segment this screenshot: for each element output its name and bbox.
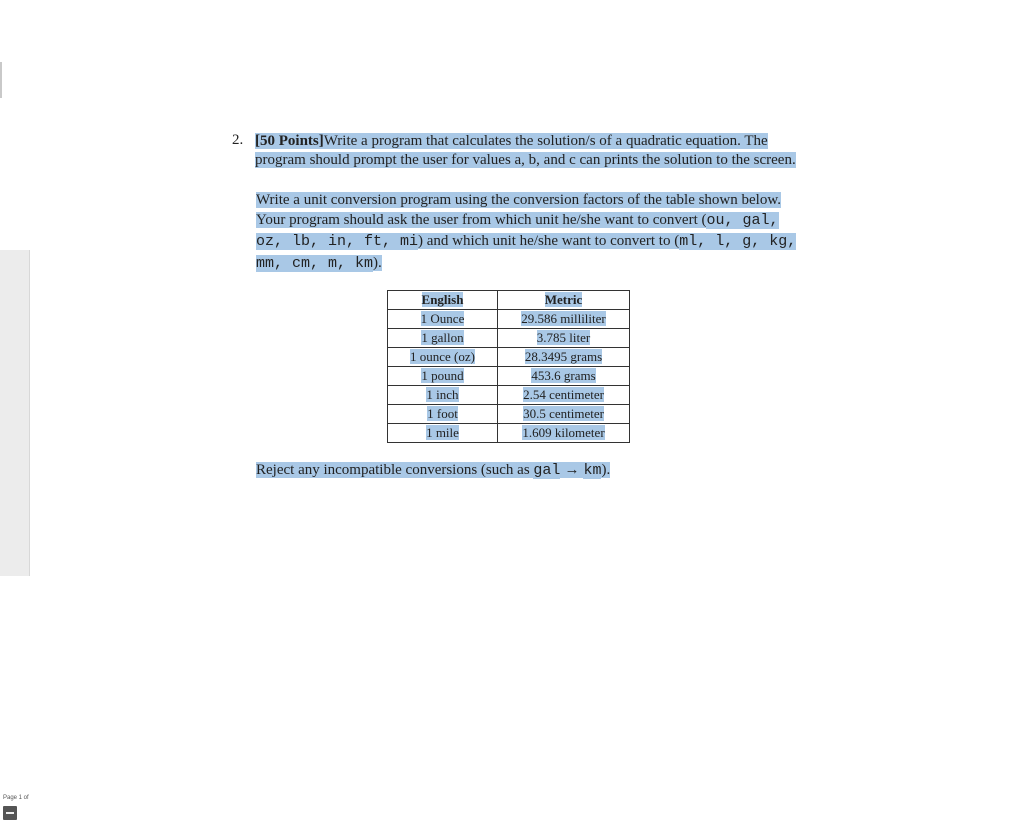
unit-list-code-4: mm, cm, m, km — [256, 255, 374, 272]
reject-code-km: km — [583, 462, 602, 479]
question-line-2 — [255, 151, 796, 170]
table-row — [388, 386, 630, 405]
page-indicator: Page 1 of — [3, 795, 29, 801]
table-row — [388, 367, 630, 386]
unit-list-code-3: ml, l, g, kg, — [679, 233, 797, 250]
table-row — [388, 310, 630, 329]
question-points: [50 Points] — [255, 133, 324, 149]
metric-cell — [498, 367, 630, 386]
english-cell — [388, 405, 498, 424]
paragraph-2-line-4-end: ). — [373, 255, 382, 271]
unit-list-code-2: oz, lb, in, ft, mi — [256, 233, 419, 250]
header-metric-text: Metric — [544, 292, 583, 307]
english-cell — [388, 329, 498, 348]
paragraph-2-line-3 — [256, 232, 796, 251]
paragraph-2-line-4 — [256, 254, 382, 273]
table-header-row — [388, 291, 630, 310]
reject-text: Reject any incompatible conversions (such as — [256, 462, 534, 478]
metric-cell — [498, 424, 630, 443]
english-value: 1 ounce (oz) — [410, 349, 475, 364]
metric-cell — [498, 310, 630, 329]
arrow-icon: → — [560, 462, 583, 478]
english-cell — [388, 367, 498, 386]
reject-end: ). — [601, 462, 611, 478]
english-value: 1 pound — [421, 368, 464, 383]
paragraph-2-line-1 — [256, 191, 781, 210]
english-value: 1 gallon — [421, 330, 464, 345]
paragraph-2-line-2-text: Your program should ask the user from which unit he/she want to convert ( — [256, 212, 707, 228]
metric-value: 1.609 kilometer — [522, 425, 605, 440]
metric-value: 3.785 liter — [536, 330, 591, 345]
english-cell — [388, 386, 498, 405]
metric-value: 453.6 grams — [531, 368, 596, 383]
english-value: 1 foot — [427, 406, 458, 421]
paragraph-2-line-2 — [256, 211, 779, 230]
unit-list-code-1: ou, gal, — [706, 212, 779, 229]
question-line-1-text: Write a program that calculates the solution/s of a quadratic equation. The — [323, 133, 768, 149]
metric-value: 28.3495 grams — [524, 349, 603, 364]
header-english-text: English — [421, 292, 464, 307]
english-value: 1 inch — [426, 387, 459, 402]
table-header-metric — [498, 291, 630, 310]
metric-cell — [498, 386, 630, 405]
paragraph-2-line-3-text: ) and which unit he/she want to convert to ( — [418, 233, 680, 249]
english-cell — [388, 310, 498, 329]
metric-cell — [498, 348, 630, 367]
panel-toggle-icon[interactable] — [3, 806, 17, 820]
table-header-english — [388, 291, 498, 310]
conversion-table — [387, 290, 630, 443]
english-cell — [388, 424, 498, 443]
paragraph-2-line-1-text: Write a unit conversion program using the conversion factors of the table shown below. — [256, 192, 781, 208]
metric-value: 30.5 centimeter — [523, 406, 604, 421]
metric-cell — [498, 329, 630, 348]
reject-line — [256, 461, 610, 480]
table-row — [388, 329, 630, 348]
english-cell — [388, 348, 498, 367]
english-value: 1 Ounce — [420, 311, 465, 326]
metric-value: 29.586 milliliter — [521, 311, 606, 326]
table-row — [388, 348, 630, 367]
metric-cell — [498, 405, 630, 424]
english-value: 1 mile — [426, 425, 459, 440]
question-number: 2. — [232, 132, 244, 148]
table-row — [388, 424, 630, 443]
table-row — [388, 405, 630, 424]
question-line-2-text: program should prompt the user for values a, b, and c can prints the solution to the screen. — [255, 152, 796, 168]
reject-code-gal: gal — [533, 462, 561, 479]
metric-value: 2.54 centimeter — [523, 387, 604, 402]
question-line-1 — [255, 132, 768, 151]
